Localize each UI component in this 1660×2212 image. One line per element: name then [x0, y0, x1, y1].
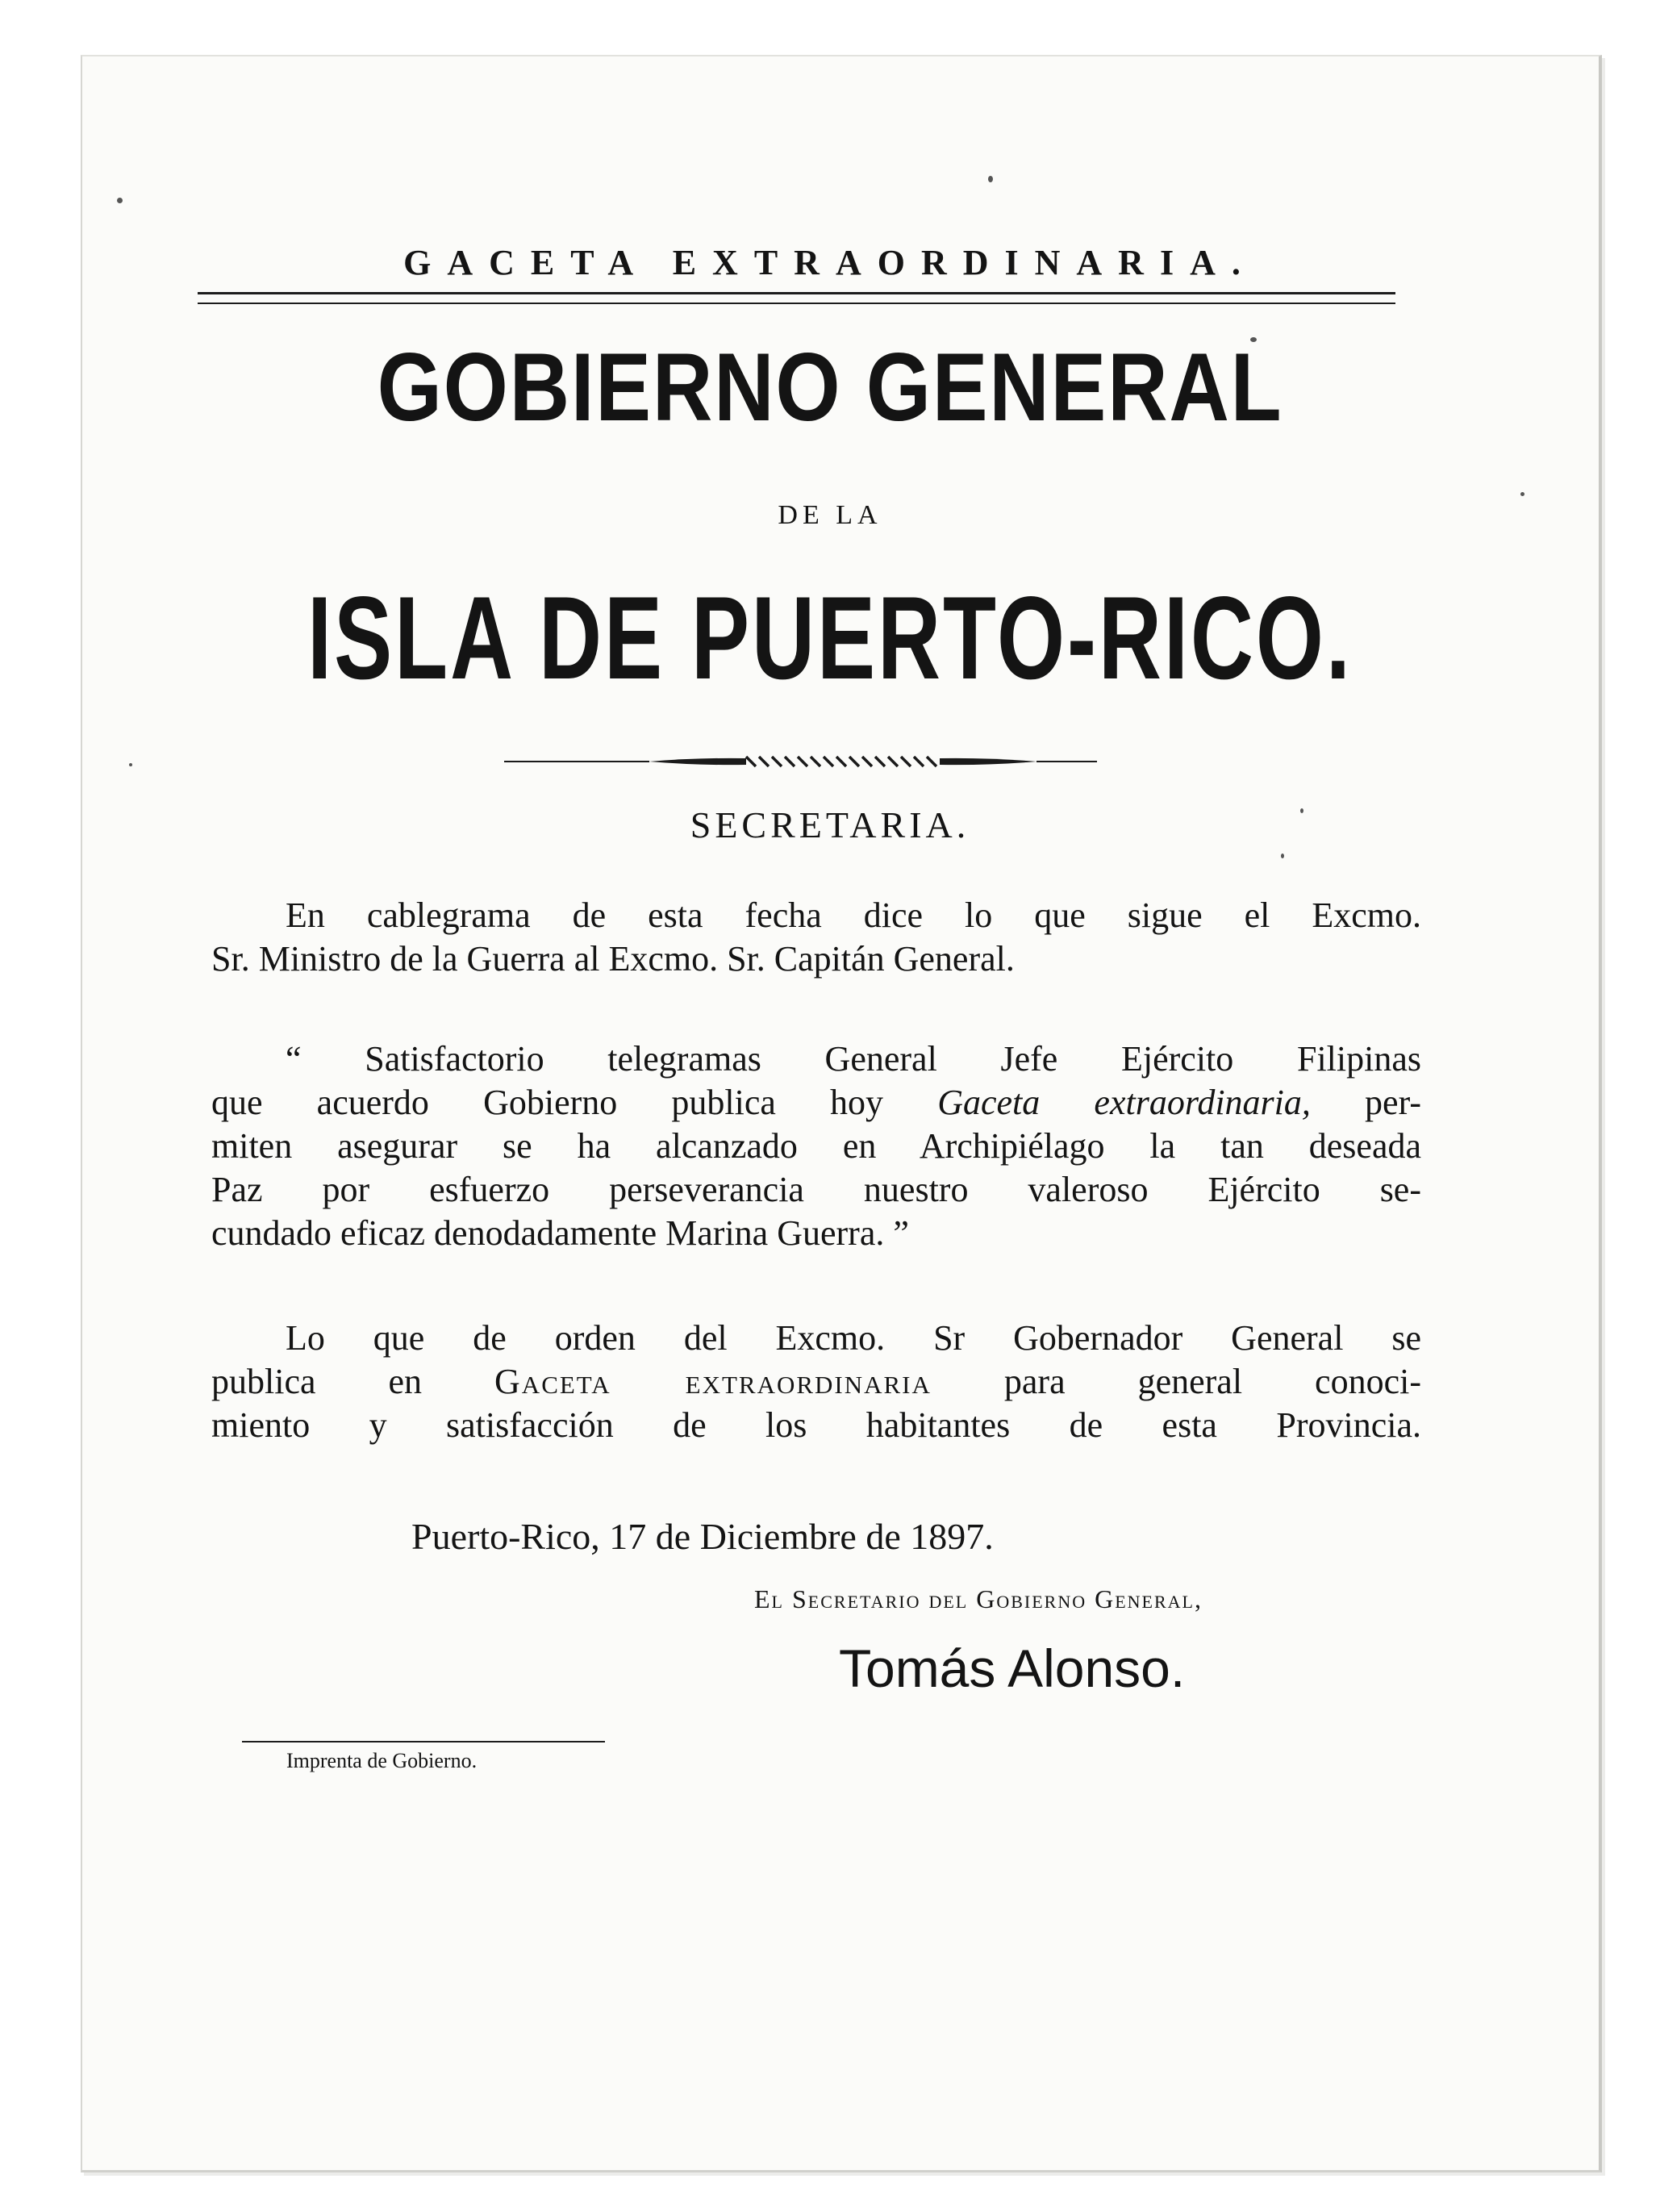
text-run: que acuerdo Gobierno publica hoy [211, 1083, 938, 1122]
paragraph-line: miten asegurar se ha alcanzado en Archipiélago la tan deseada [211, 1126, 1421, 1166]
header-double-rule [198, 292, 1395, 304]
paragraph-line: cundado eficaz denodadamente Marina Guerra. ” [211, 1213, 909, 1253]
paragraph-order [211, 1317, 1421, 1447]
gaceta-italic-term: Gaceta extraordinaria, [937, 1083, 1311, 1122]
date-line: Puerto-Rico, 17 de Diciembre de 1897. [411, 1516, 994, 1557]
gaceta-heading: GACETA EXTRAORDINARIA. [403, 243, 1257, 282]
paragraph-telegram [211, 1037, 1421, 1255]
paragraph-line: miento y satisfacción de los habitantes de esta Provincia. [211, 1405, 1421, 1445]
ink-speck [1281, 853, 1284, 858]
text-run: para general conoci- [931, 1362, 1421, 1401]
paragraph-line: Lo que de orden del Excmo. Sr Gobernador General se [286, 1318, 1421, 1358]
paragraph-line: Paz por esfuerzo perseverancia nuestro valeroso Ejército se- [211, 1170, 1421, 1209]
ink-speck [988, 176, 993, 182]
signature-name: Tomás Alonso. [839, 1638, 1186, 1698]
text-run: per- [1310, 1083, 1422, 1122]
ink-speck [129, 763, 132, 766]
paragraph-line: “ Satisfactorio telegramas General Jefe Ejército Filipinas [286, 1039, 1421, 1079]
ornamental-divider [504, 750, 1097, 773]
paragraph-line: En cablegrama de esta fecha dice lo que sigue el Excmo. [286, 895, 1421, 935]
footer-rule [242, 1741, 605, 1742]
section-heading: SECRETARIA. [690, 804, 970, 845]
gaceta-smallcaps-term: Gaceta extraordinaria [494, 1362, 932, 1401]
paragraph-announcement [211, 894, 1421, 981]
paragraph-line: Sr. Ministro de la Guerra al Excmo. Sr. Capitán General. [211, 939, 1015, 979]
ink-speck [1520, 492, 1524, 496]
paragraph-line [211, 1081, 1421, 1125]
ink-speck [117, 198, 123, 203]
secretary-title: El Secretario del Gobierno General, [754, 1584, 1203, 1613]
paragraph-line [211, 1360, 1421, 1404]
page-title: GOBIERNO GENERAL [377, 333, 1283, 441]
title-connector: DE LA [778, 500, 882, 530]
text-run: publica en [211, 1362, 495, 1401]
page-subtitle: ISLA DE PUERTO-RICO. [307, 572, 1353, 703]
printer-credit: Imprenta de Gobierno. [286, 1749, 478, 1772]
